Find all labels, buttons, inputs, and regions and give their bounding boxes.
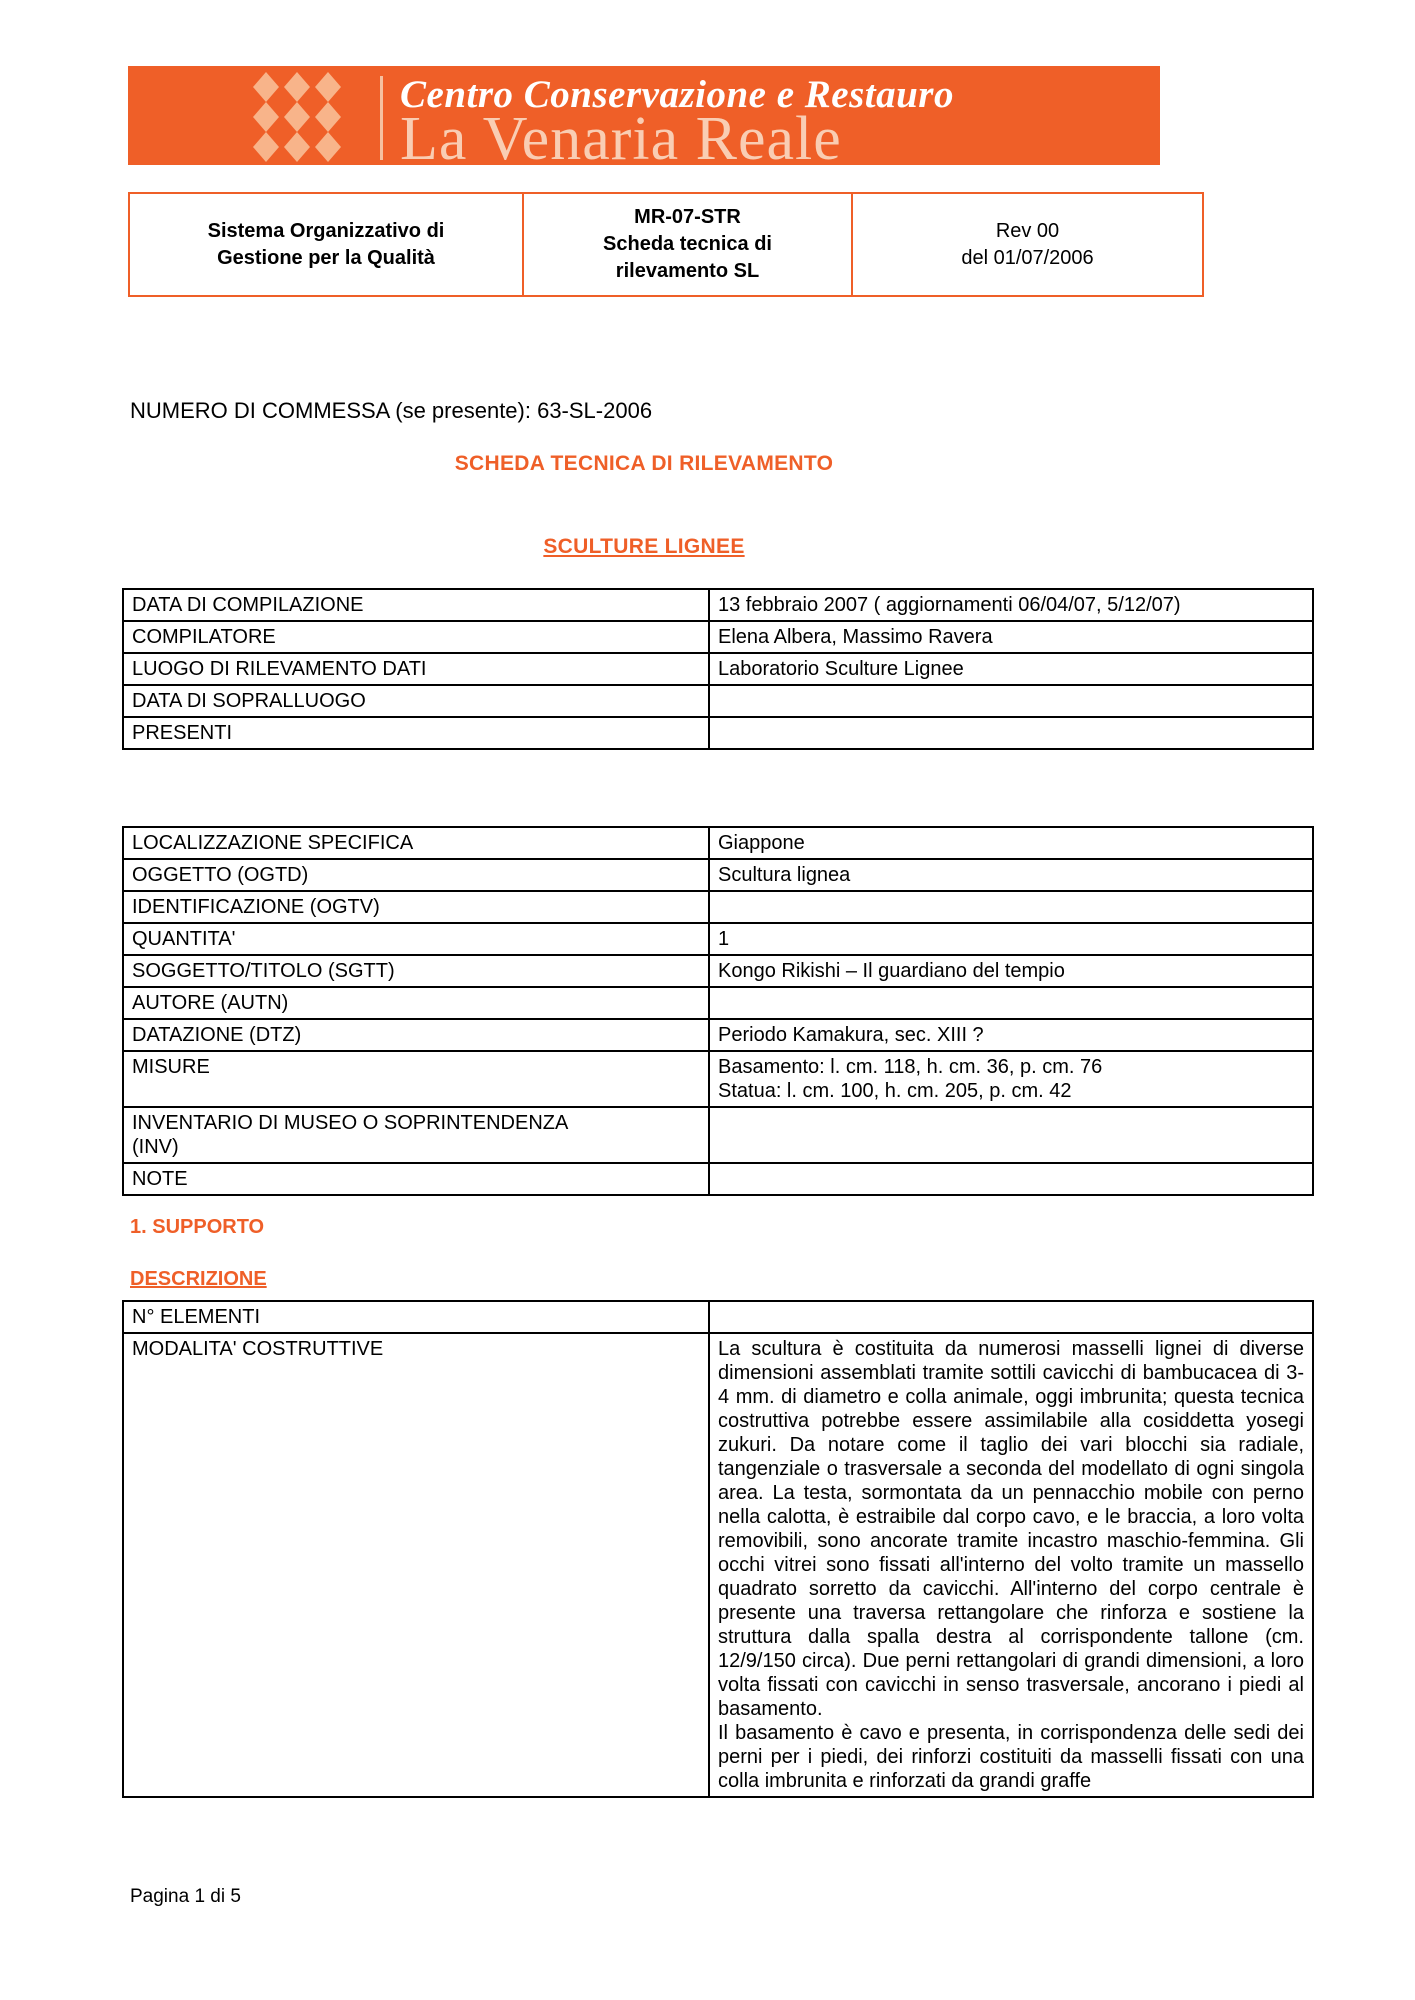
row-label: QUANTITA' bbox=[123, 923, 709, 955]
table-row bbox=[123, 589, 1313, 621]
banner-divider bbox=[380, 76, 383, 160]
table-row bbox=[123, 621, 1313, 653]
table-row bbox=[123, 1333, 1313, 1797]
support-table-body bbox=[123, 1301, 1313, 1797]
row-label: MODALITA' COSTRUTTIVE bbox=[123, 1333, 709, 1797]
table-row bbox=[123, 1301, 1313, 1333]
row-value bbox=[709, 685, 1313, 717]
row-value bbox=[709, 717, 1313, 749]
header-banner bbox=[128, 66, 1160, 165]
table-row bbox=[123, 717, 1313, 749]
row-label: NOTE bbox=[123, 1163, 709, 1195]
section-heading-supporto: 1. SUPPORTO bbox=[130, 1216, 265, 1238]
row-label: MISURE bbox=[123, 1051, 709, 1107]
row-value: Laboratorio Sculture Lignee bbox=[709, 653, 1313, 685]
quality-system-line2: Gestione per la Qualità bbox=[217, 246, 435, 269]
table-row bbox=[123, 1019, 1313, 1051]
support-description-table bbox=[122, 1300, 1314, 1798]
row-value bbox=[709, 891, 1313, 923]
table-row bbox=[123, 827, 1313, 859]
page-subtitle: SCULTURE LIGNEE bbox=[543, 535, 745, 558]
quality-system-line1: Sistema Organizzativo di bbox=[207, 219, 445, 242]
table-row bbox=[123, 891, 1313, 923]
venaria-diamond-logo-icon bbox=[236, 72, 358, 164]
document-header-table bbox=[128, 192, 1204, 297]
table-row bbox=[129, 193, 1203, 296]
section-heading-descrizione: DESCRIZIONE bbox=[130, 1268, 267, 1290]
revision-number: Rev 00 bbox=[995, 219, 1060, 242]
object-table bbox=[122, 826, 1314, 1196]
row-label: PRESENTI bbox=[123, 717, 709, 749]
page-footer: Pagina 1 di 5 bbox=[130, 1886, 241, 1907]
row-value bbox=[709, 1163, 1313, 1195]
row-label: DATA DI COMPILAZIONE bbox=[123, 589, 709, 621]
row-label: IDENTIFICAZIONE (OGTV) bbox=[123, 891, 709, 923]
row-value: Elena Albera, Massimo Ravera bbox=[709, 621, 1313, 653]
row-value: Basamento: l. cm. 118, h. cm. 36, p. cm. 76 Statua: l. cm. 100, h. cm. 205, p. cm. 42 bbox=[709, 1051, 1313, 1107]
compilation-table-body bbox=[123, 589, 1313, 749]
row-value: 1 bbox=[709, 923, 1313, 955]
row-label: DATAZIONE (DTZ) bbox=[123, 1019, 709, 1051]
table-row bbox=[123, 1051, 1313, 1107]
table-row bbox=[123, 859, 1313, 891]
row-value: Giappone bbox=[709, 827, 1313, 859]
revision-date: del 01/07/2006 bbox=[961, 246, 1094, 269]
compilation-table bbox=[122, 588, 1314, 750]
table-row bbox=[123, 1107, 1313, 1163]
page-title: SCHEDA TECNICA DI RILEVAMENTO bbox=[454, 452, 834, 475]
commessa-number: NUMERO DI COMMESSA (se presente): 63-SL-2006 bbox=[130, 398, 653, 423]
row-value: La scultura è costituita da numerosi masselli lignei di diverse dimensioni assemblati tramite sottili cavicchi di bambucacea di 3-4 mm. di diametro e colla animale, oggi imbrunita; questa tecnica costruttiva potrebbe essere assimilabile alla cosiddetta yosegi zukuri. Da notare come il taglio dei vari blocchi sia radiale, tangenziale o trasversale a seconda del modellato di ogni singola area. La testa, sormontata da un pennacchio mobile con perno nella calotta, è estraibile dal corpo cavo, e le braccia, a loro volta removibili, sono ancorate tramite incastro maschio-femmina. Gli occhi vitrei sono fissati all'interno del volto tramite un massello quadrato sorretto da cavicchi. All'interno del corpo centrale è presente una traversa rettangolare che rinforza e sostiene la struttura dalla spalla destra al corrispondente tallone (cm. 12/9/150 circa). Due perni rettangolari di grandi dimensioni, a loro volta fissati con cavicchi in senso trasversale, ancorano i piedi al basamento. Il basamento è cavo e presenta, in corrispondenza delle sedi dei perni per i piedi, dei rinforzi costituiti da masselli fissati con una colla imbrunita e rinforzati da grandi graffe bbox=[709, 1333, 1313, 1797]
row-value: Scultura lignea bbox=[709, 859, 1313, 891]
row-value bbox=[709, 987, 1313, 1019]
revision-cell bbox=[852, 193, 1203, 296]
row-label: AUTORE (AUTN) bbox=[123, 987, 709, 1019]
row-value: Periodo Kamakura, sec. XIII ? bbox=[709, 1019, 1313, 1051]
table-row bbox=[123, 955, 1313, 987]
object-table-body bbox=[123, 827, 1313, 1195]
document-code-cell bbox=[523, 193, 852, 296]
table-row bbox=[123, 653, 1313, 685]
row-label: INVENTARIO DI MUSEO O SOPRINTENDENZA (INV) bbox=[123, 1107, 709, 1163]
row-value: 13 febbraio 2007 ( aggiornamenti 06/04/07, 5/12/07) bbox=[709, 589, 1313, 621]
row-label: LOCALIZZAZIONE SPECIFICA bbox=[123, 827, 709, 859]
row-value: Kongo Rikishi – Il guardiano del tempio bbox=[709, 955, 1313, 987]
document-title-line2: rilevamento SL bbox=[615, 260, 760, 282]
row-value bbox=[709, 1107, 1313, 1163]
table-row bbox=[123, 987, 1313, 1019]
row-label: LUOGO DI RILEVAMENTO DATI bbox=[123, 653, 709, 685]
row-value bbox=[709, 1301, 1313, 1333]
row-label: DATA DI SOPRALLUOGO bbox=[123, 685, 709, 717]
banner-site-name: La Venaria Reale bbox=[400, 105, 842, 165]
row-label: OGGETTO (OGTD) bbox=[123, 859, 709, 891]
document-title-line1: Scheda tecnica di bbox=[603, 233, 772, 255]
table-row bbox=[123, 685, 1313, 717]
quality-system-cell bbox=[129, 193, 523, 296]
banner-institution-name: Centro Conservazione e Restauro bbox=[400, 73, 954, 116]
table-row bbox=[123, 1163, 1313, 1195]
row-label: N° ELEMENTI bbox=[123, 1301, 709, 1333]
row-label: SOGGETTO/TITOLO (SGTT) bbox=[123, 955, 709, 987]
document-code: MR-07-STR bbox=[634, 206, 741, 228]
row-label: COMPILATORE bbox=[123, 621, 709, 653]
table-row bbox=[123, 923, 1313, 955]
